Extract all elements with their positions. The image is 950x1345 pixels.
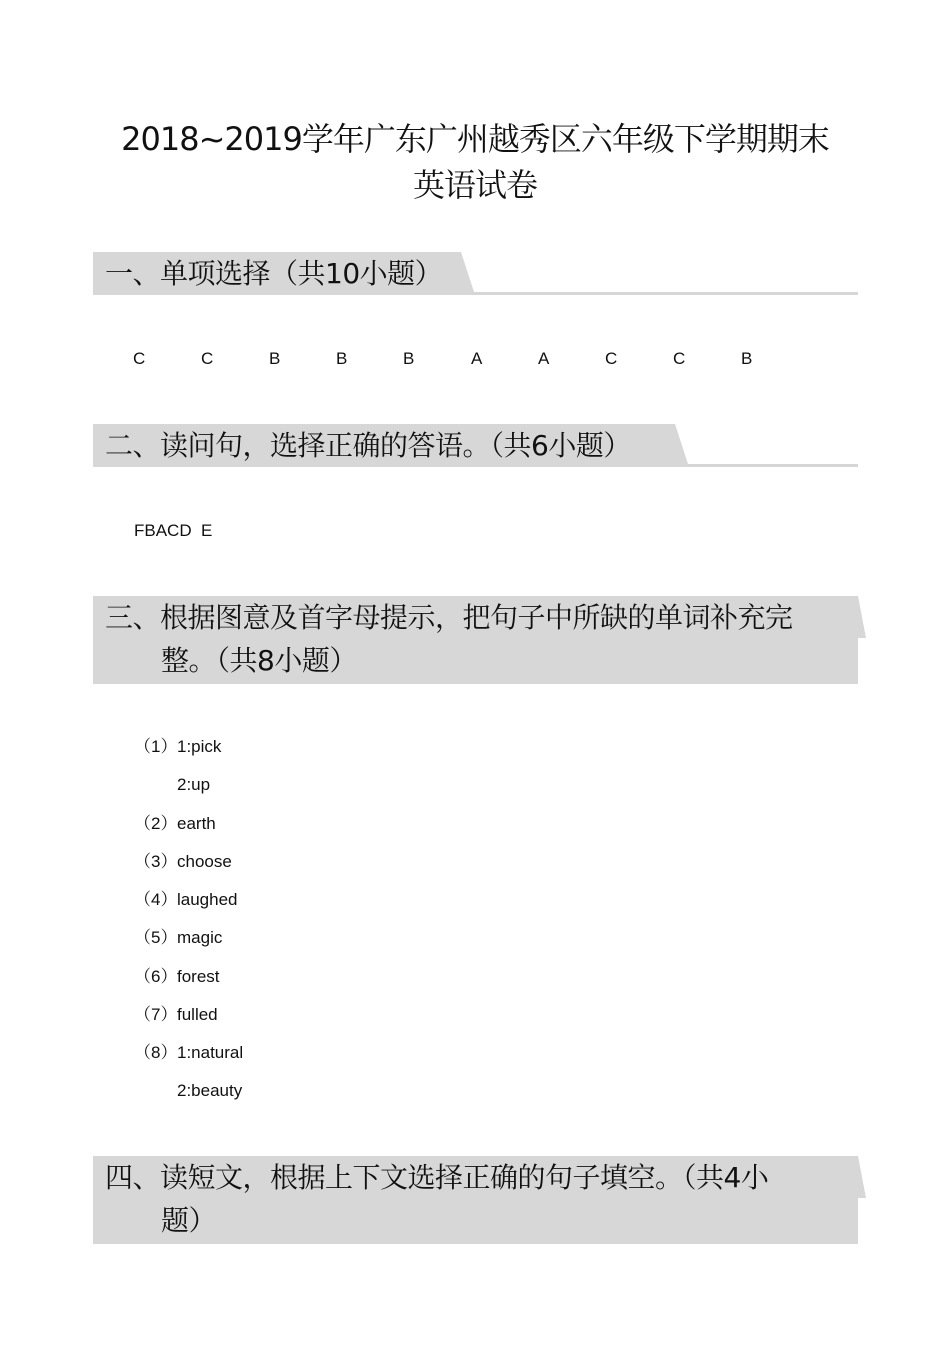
item-number: （5） — [134, 928, 178, 948]
item-answer: magic — [177, 928, 223, 948]
section-1-heading: 一、单项选择（共10小题） — [105, 257, 443, 290]
list-item — [134, 1004, 243, 1042]
list-item — [134, 889, 243, 927]
section-2-answers: FBACD E — [134, 521, 213, 540]
item-number: （4） — [134, 890, 178, 910]
item-number: （2） — [134, 813, 178, 833]
section-1-header — [93, 252, 858, 295]
item-number: （6） — [134, 966, 178, 986]
section-2-header — [93, 424, 858, 467]
title-line-1: 2018~2019学年广东广州越秀区六年级下学期期末 — [121, 120, 829, 158]
list-item — [134, 851, 243, 889]
answer-3: B — [269, 349, 281, 368]
item-number: （1） — [134, 737, 178, 756]
list-item — [134, 813, 243, 851]
section-4-header — [93, 1156, 858, 1244]
section-3-heading-line-2: 整。（共8小题） — [161, 644, 357, 677]
list-item — [134, 1042, 243, 1119]
item-answer: fulled — [177, 1005, 218, 1025]
item-answer: laughed — [177, 890, 238, 910]
answer-10: B — [741, 349, 753, 368]
title-line-2: 英语试卷 — [412, 166, 537, 204]
item-answer-2: 2:up — [177, 775, 211, 794]
section-4-heading — [93, 1156, 858, 1242]
section-2-heading: 二、读问句，选择正确的答语。（共6小题） — [105, 429, 631, 462]
answer-4: B — [336, 349, 348, 368]
section-3-heading — [93, 596, 858, 682]
answer-7: A — [538, 349, 550, 368]
item-answer-2: 2:beauty — [177, 1081, 243, 1101]
section-3-answer-list — [134, 736, 243, 1119]
answer-1: C — [133, 349, 146, 368]
item-number: （8） — [134, 1043, 178, 1063]
answer-8: C — [605, 349, 618, 368]
section-4-heading-line-1: 四、读短文，根据上下文选择正确的句子填空。（共4小 — [105, 1161, 769, 1194]
list-item — [134, 736, 243, 813]
item-number: （7） — [134, 1005, 178, 1025]
section-3-header — [93, 596, 858, 684]
list-item — [134, 927, 243, 965]
item-answer: earth — [177, 813, 216, 833]
item-answer: choose — [177, 851, 232, 871]
item-answer: 1:pick — [177, 737, 222, 756]
item-answer: 1:natural — [177, 1043, 244, 1063]
answer-5: B — [403, 349, 415, 368]
section-3-heading-line-1: 三、根据图意及首字母提示，把句子中所缺的单词补充完 — [105, 601, 793, 634]
section-4-heading-line-2: 题） — [161, 1204, 217, 1237]
document-title — [95, 116, 855, 208]
item-number: （3） — [134, 851, 178, 871]
answer-9: C — [673, 349, 686, 368]
answer-6: A — [471, 349, 483, 368]
list-item — [134, 966, 243, 1004]
answer-2: C — [201, 349, 214, 368]
item-answer: forest — [177, 966, 220, 986]
